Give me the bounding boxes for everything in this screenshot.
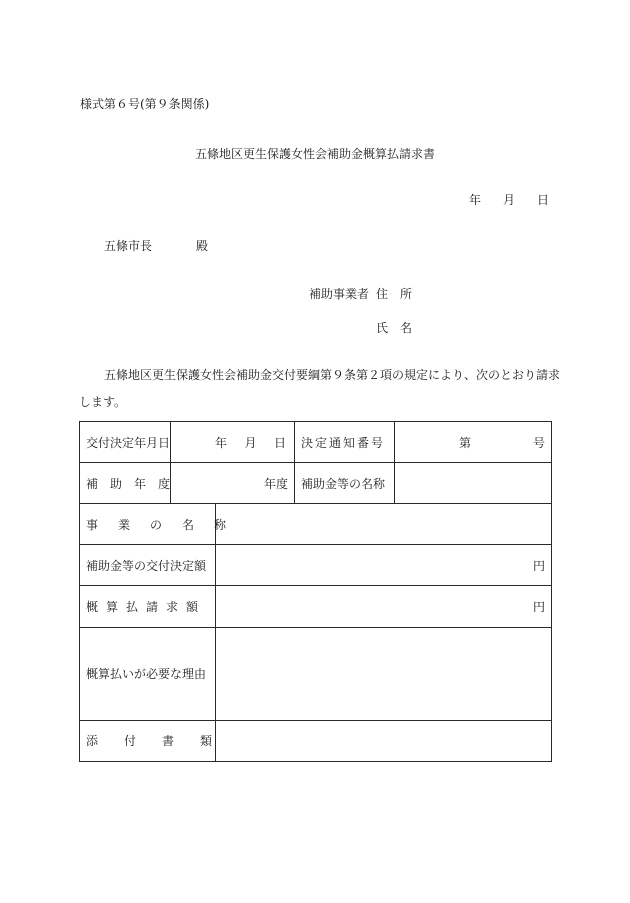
document-title: 五條地区更生保護女性会補助金概算払請求書 (194, 147, 435, 161)
attachments-label: 添付書類 (80, 720, 216, 761)
decided-amount-field[interactable] (216, 545, 552, 586)
project-name-label: 事業の名称 (80, 504, 216, 545)
decision-day-label: 日 (274, 435, 287, 450)
table-row (80, 720, 552, 761)
decision-date-label: 交付決定年月日 (80, 422, 171, 463)
notice-number-field[interactable] (395, 422, 552, 463)
attachments-field[interactable] (216, 720, 552, 761)
decided-amount-unit: 円 (533, 558, 546, 573)
table-row (80, 586, 552, 627)
subsidy-name-label: 補助金等の名称 (295, 463, 395, 504)
request-amount-unit: 円 (533, 599, 546, 614)
request-amount-label: 概算払請求額 (80, 586, 216, 627)
addressee-name: 五條市長 (104, 239, 153, 253)
date-month-label: 月 (502, 193, 515, 207)
notice-number-label: 決定通知番号 (295, 422, 395, 463)
addressee-honorific: 殿 (196, 239, 209, 253)
issue-date (469, 194, 549, 206)
table-row (80, 463, 552, 504)
form-number: 様式第６号(第９条関係) (80, 97, 210, 111)
notice-number-prefix: 第 (459, 435, 472, 450)
fiscal-year-label: 補助年度 (80, 463, 171, 504)
addressee (104, 240, 208, 252)
decided-amount-label: 補助金等の交付決定額 (80, 545, 216, 586)
subsidy-name-field[interactable] (395, 463, 552, 504)
fiscal-year-unit: 年度 (264, 476, 289, 491)
decision-date-field[interactable] (171, 422, 295, 463)
applicant-name-label: 氏 名 (376, 321, 413, 335)
reason-field[interactable] (216, 627, 552, 720)
request-form-table (79, 421, 552, 762)
date-year-label: 年 (468, 193, 481, 207)
table-row (80, 422, 552, 463)
date-day-label: 日 (536, 193, 549, 207)
request-amount-field[interactable] (216, 586, 552, 627)
request-statement-line-2: します。 (79, 395, 127, 409)
applicant-address-label: 住 所 (376, 287, 413, 301)
table-row (80, 504, 552, 545)
table-row (80, 545, 552, 586)
notice-number-suffix: 号 (533, 435, 546, 450)
request-statement-line-1: 五條地区更生保護女性会補助金交付要綱第９条第２項の規定により、次のとおり請求 (104, 368, 561, 382)
reason-label: 概算払いが必要な理由 (80, 627, 216, 720)
decision-month-label: 月 (244, 435, 257, 450)
decision-year-label: 年 (215, 435, 228, 450)
table-row (80, 627, 552, 720)
applicant-label: 補助事業者 (309, 287, 370, 301)
project-name-field[interactable] (216, 504, 552, 545)
fiscal-year-field[interactable] (171, 463, 295, 504)
